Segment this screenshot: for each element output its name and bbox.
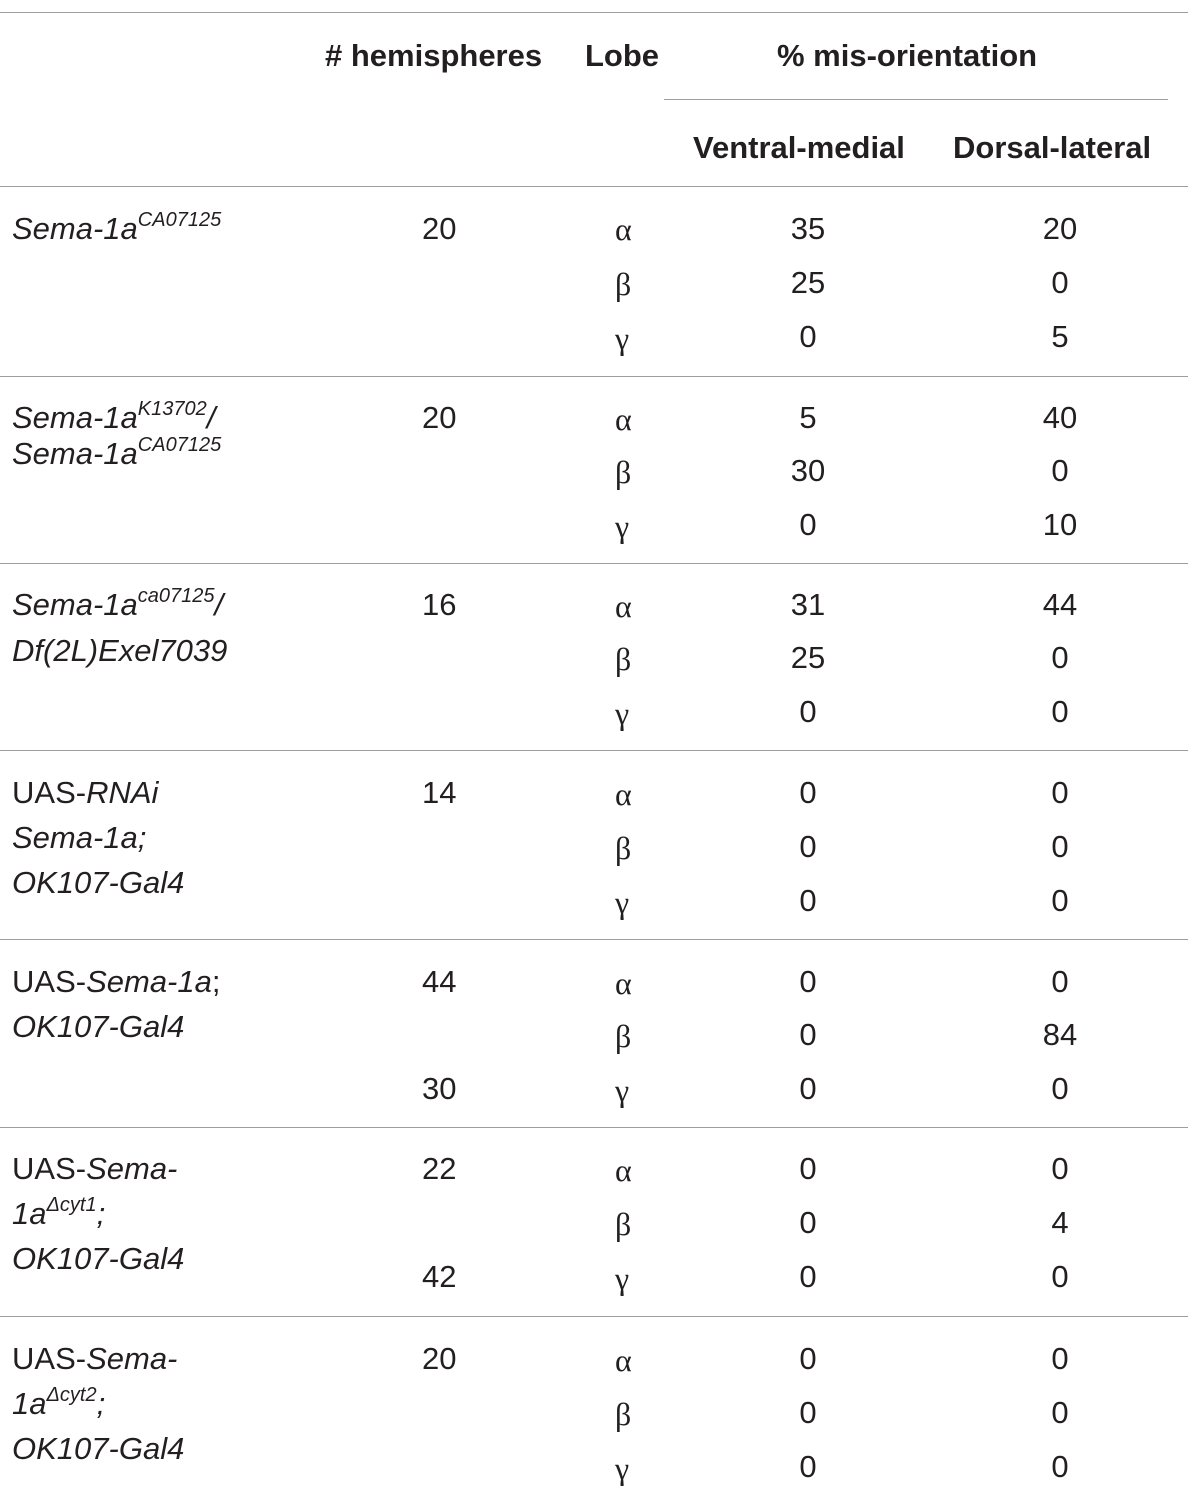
lobe-label: γ: [615, 1260, 630, 1296]
ventral-medial-value: 25: [790, 640, 826, 675]
row-rule: [0, 1127, 1188, 1128]
lobe-label: γ: [615, 1450, 630, 1486]
lobe-label: γ: [615, 508, 630, 544]
genotype: UAS-Sema-1a;: [12, 964, 221, 999]
lobe-label: α: [615, 401, 632, 437]
genotype: UAS-RNAi: [12, 775, 159, 810]
row-rule: [0, 376, 1188, 377]
ventral-medial-value: 0: [799, 1071, 817, 1106]
lobe-label: α: [615, 588, 632, 624]
ventral-medial-value: 30: [790, 453, 826, 488]
ventral-medial-value: 0: [799, 319, 817, 354]
header-misorientation: % mis-orientation: [777, 38, 1038, 73]
dorsal-lateral-value: 5: [1051, 319, 1069, 354]
genotype-line-2: Sema-1a;: [12, 820, 147, 855]
lobe-label: β: [615, 830, 632, 866]
row-rule: [0, 939, 1188, 940]
hemisphere-count: 16: [422, 587, 457, 622]
lobe-label: γ: [615, 1072, 630, 1108]
lobe-label: α: [615, 965, 632, 1001]
dorsal-lateral-value: 0: [1051, 453, 1069, 488]
lobe-label: γ: [615, 884, 630, 920]
dorsal-lateral-value: 0: [1051, 1071, 1069, 1106]
header-lobe: Lobe: [585, 38, 660, 73]
hemisphere-count: 20: [422, 1341, 457, 1376]
dorsal-lateral-value: 0: [1051, 883, 1069, 918]
dorsal-lateral-value: 0: [1051, 1259, 1069, 1294]
dorsal-lateral-value: 0: [1051, 1151, 1069, 1186]
dorsal-lateral-value: 0: [1051, 829, 1069, 864]
lobe-label: α: [615, 211, 632, 247]
hemisphere-count-2: 42: [422, 1259, 457, 1294]
ventral-medial-value: 0: [799, 1259, 817, 1294]
dorsal-lateral-value: 0: [1051, 265, 1069, 300]
ventral-medial-value: 0: [799, 1205, 817, 1240]
ventral-medial-value: 0: [799, 1395, 817, 1430]
ventral-medial-value: 31: [790, 587, 826, 622]
genotype-line-2: Df(2L)Exel7039: [12, 633, 228, 668]
lobe-label: γ: [615, 695, 630, 731]
dorsal-lateral-value: 0: [1051, 964, 1069, 999]
genotype: UAS-Sema-: [12, 1341, 178, 1376]
genotype-line-3: OK107-Gal4: [12, 1241, 185, 1276]
ventral-medial-value: 0: [799, 829, 817, 864]
genotype-line-2: OK107-Gal4: [12, 1009, 185, 1044]
genotype: Sema-$1a^{ca07125}/$: [12, 585, 224, 622]
genotype-line-2: Sema-$1a^{CA07125}$: [12, 434, 222, 471]
lobe-label: β: [615, 1396, 632, 1432]
row-rule: [0, 750, 1188, 751]
ventral-medial-value: 0: [799, 507, 817, 542]
hemisphere-count-2: 30: [422, 1071, 457, 1106]
ventral-medial-value: 0: [799, 1449, 817, 1484]
ventral-medial-value: 0: [799, 1341, 817, 1376]
dorsal-lateral-value: 0: [1051, 1449, 1069, 1484]
ventral-medial-value: 0: [799, 775, 817, 810]
genotype: Sema-$1a^{K13702}/$: [12, 398, 216, 435]
top-rule: [0, 12, 1188, 13]
ventral-medial-value: 5: [799, 400, 817, 435]
dorsal-lateral-value: 0: [1051, 1395, 1069, 1430]
hemisphere-count: 44: [422, 964, 457, 999]
lobe-label: β: [615, 1018, 632, 1054]
hemisphere-count: 14: [422, 775, 457, 810]
lobe-label: β: [615, 266, 632, 302]
ventral-medial-value: 35: [790, 211, 826, 246]
dorsal-lateral-value: 84: [1042, 1017, 1078, 1052]
hemisphere-count: 20: [422, 400, 457, 435]
ventral-medial-value: 0: [799, 1017, 817, 1052]
hemisphere-count: 20: [422, 211, 457, 246]
lobe-label: α: [615, 1152, 632, 1188]
header-bottom-rule: [0, 186, 1188, 187]
genotype: Sema-$1a^{CA07125}$: [12, 209, 222, 246]
header-hemispheres: # hemispheres: [325, 38, 543, 73]
lobe-label: α: [615, 1342, 632, 1378]
ventral-medial-value: 0: [799, 1151, 817, 1186]
ventral-medial-value: 25: [790, 265, 826, 300]
dorsal-lateral-value: 44: [1042, 587, 1078, 622]
row-rule: [0, 563, 1188, 564]
genotype-line-2: $1a^{\Delta cyt1}$;: [12, 1194, 106, 1231]
genotype-line-3: OK107-Gal4: [12, 865, 185, 900]
dorsal-lateral-value: 0: [1051, 640, 1069, 675]
hemisphere-count: 22: [422, 1151, 457, 1186]
lobe-label: γ: [615, 320, 630, 356]
genotype-line-2: $1a^{\Delta cyt2}$;: [12, 1384, 106, 1421]
dorsal-lateral-value: 0: [1051, 1341, 1069, 1376]
lobe-label: β: [615, 1206, 632, 1242]
dorsal-lateral-value: 40: [1042, 400, 1078, 435]
lobe-label: β: [615, 641, 632, 677]
header-dorsal-lateral: Dorsal-lateral: [953, 130, 1152, 165]
ventral-medial-value: 0: [799, 883, 817, 918]
lobe-label: α: [615, 776, 632, 812]
ventral-medial-value: 0: [799, 964, 817, 999]
dorsal-lateral-value: 4: [1051, 1205, 1069, 1240]
header-ventral-medial: Ventral-medial: [693, 130, 905, 165]
dorsal-lateral-value: 0: [1051, 775, 1069, 810]
dorsal-lateral-value: 20: [1042, 211, 1078, 246]
lobe-label: β: [615, 454, 632, 490]
genotype: UAS-Sema-: [12, 1151, 178, 1186]
row-rule: [0, 1316, 1188, 1317]
ventral-medial-value: 0: [799, 694, 817, 729]
genotype-line-3: OK107-Gal4: [12, 1431, 185, 1466]
span-rule: [664, 99, 1168, 100]
dorsal-lateral-value: 10: [1042, 507, 1078, 542]
dorsal-lateral-value: 0: [1051, 694, 1069, 729]
